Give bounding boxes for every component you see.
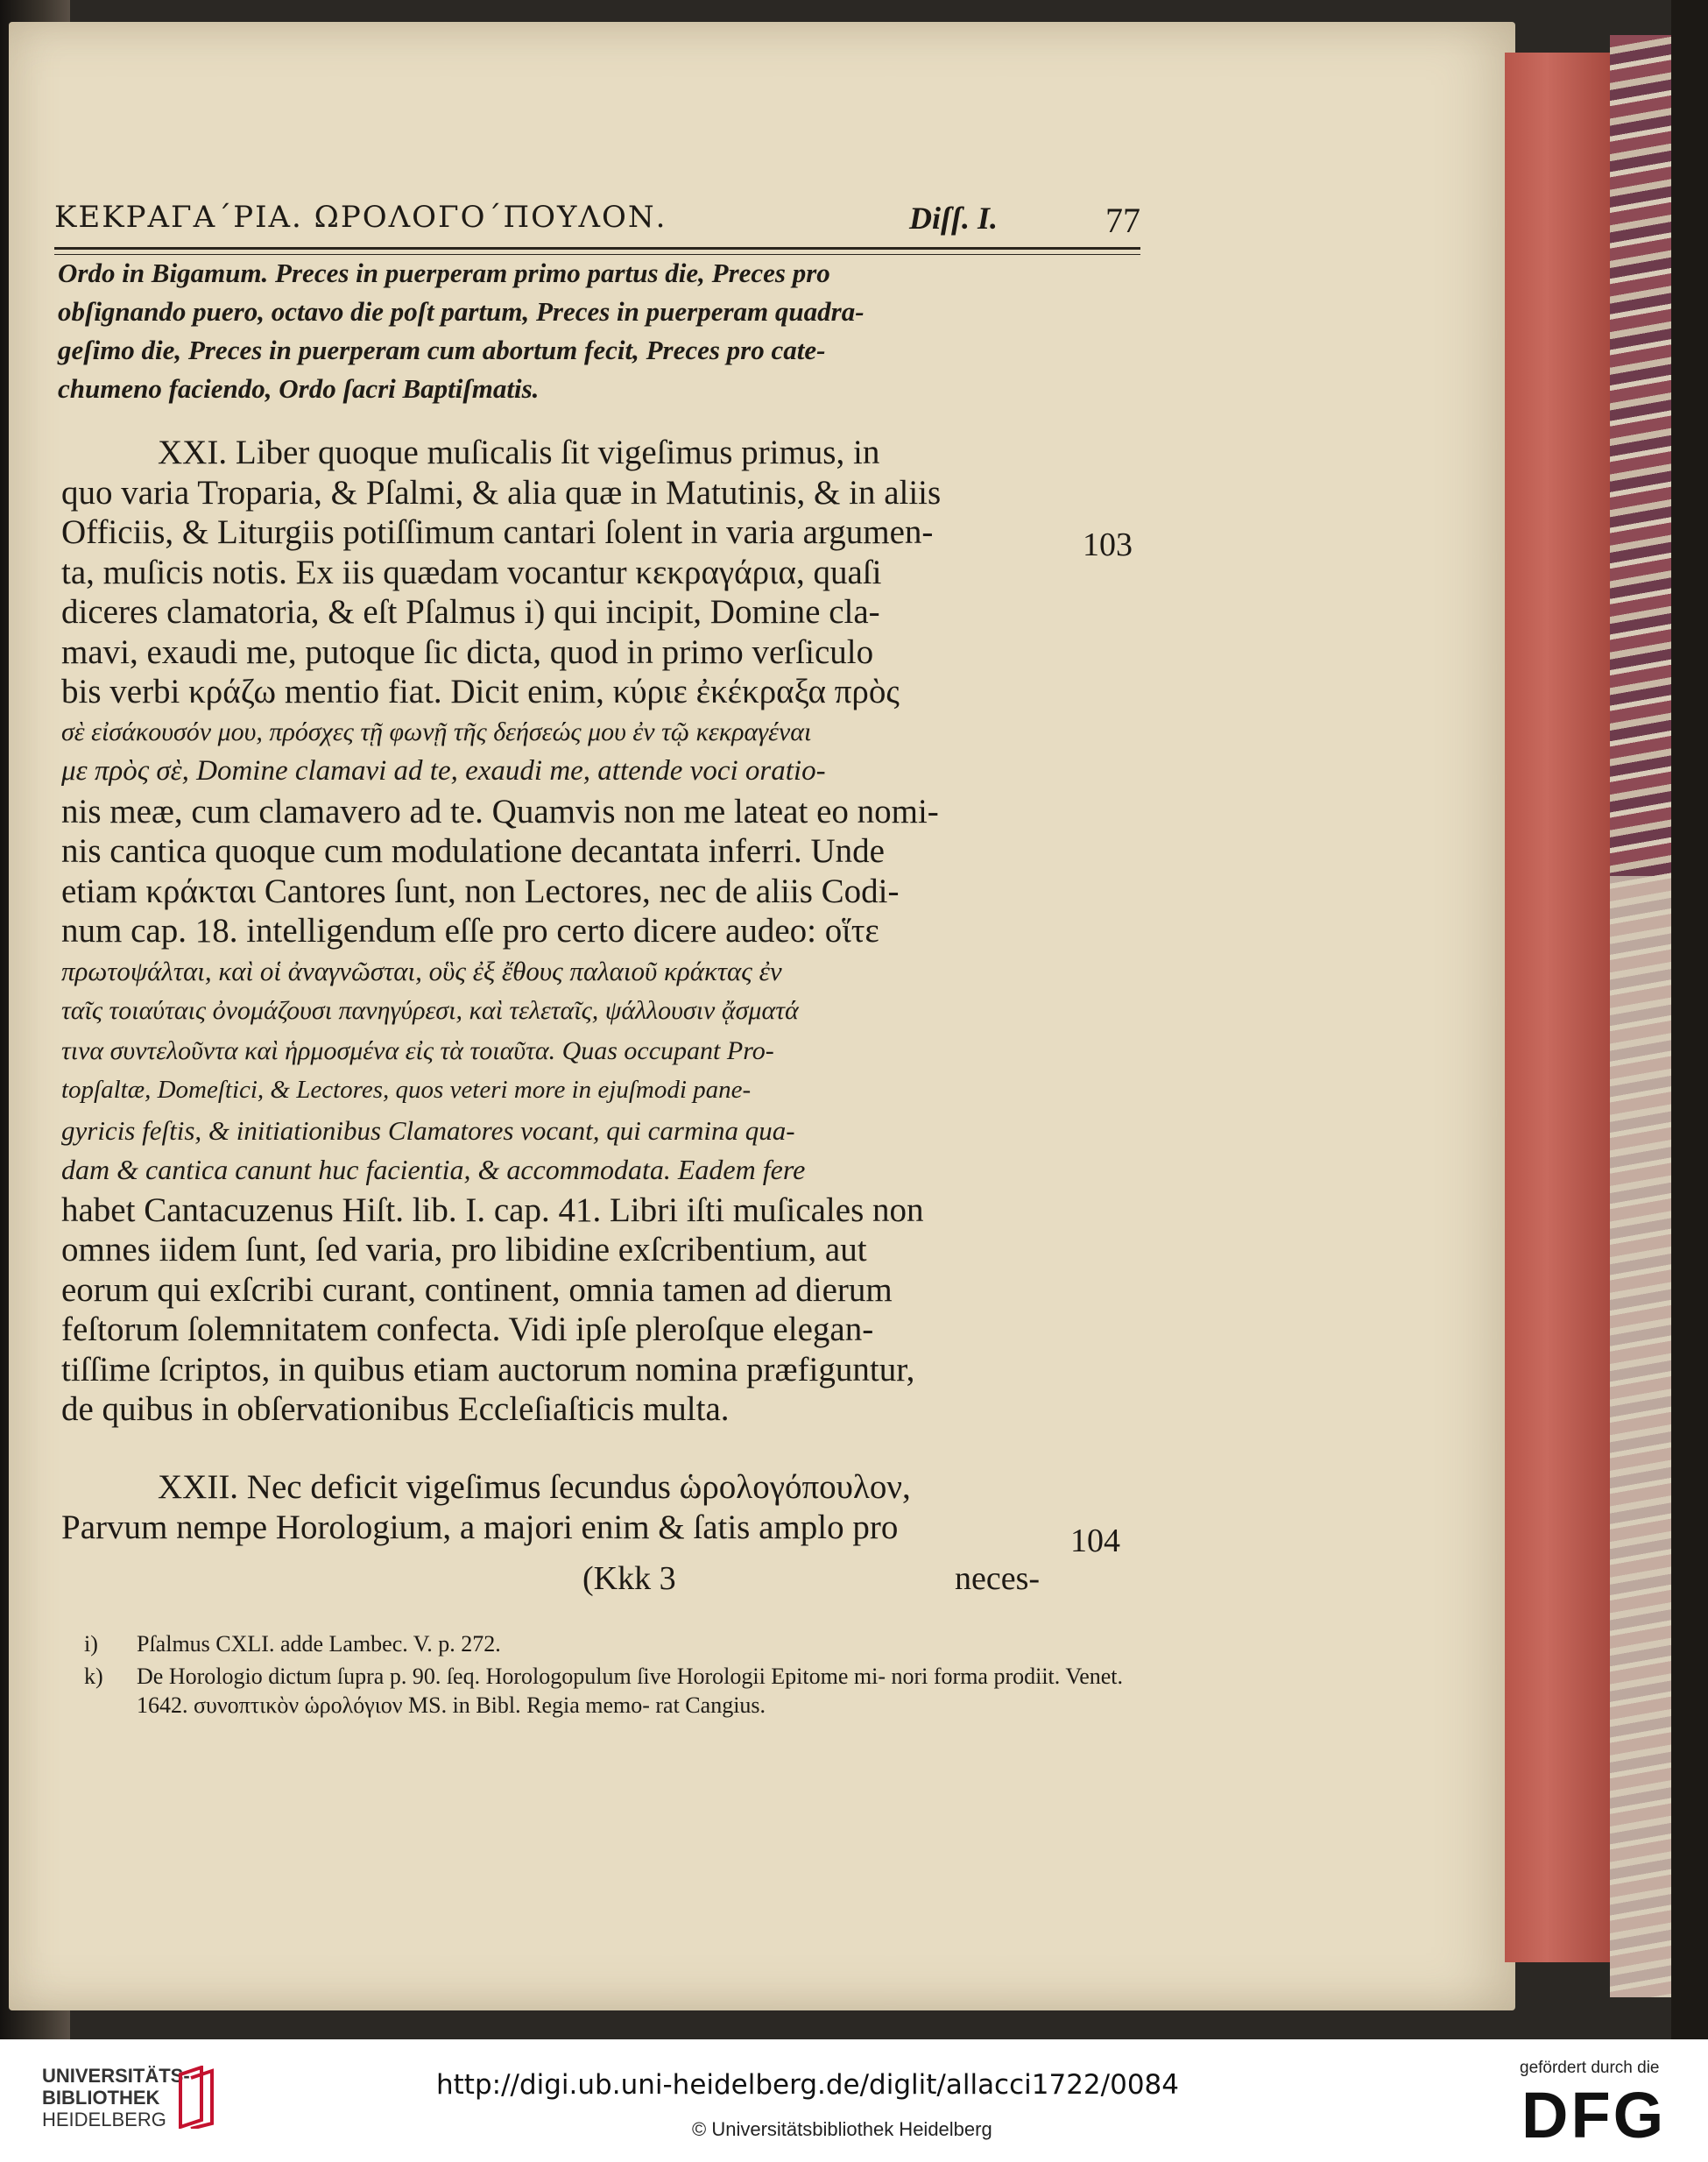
text-line: obſignando puero, octavo die poſt partum, Preces in puerperam quadra-: [58, 296, 865, 327]
copyright-notice: © Universitätsbibliothek Heidelberg: [692, 2118, 992, 2140]
text-line: mavi, exaudi me, putoque ſic dicta, quod in primo verſiculo: [61, 632, 874, 671]
signature-mark: (Kkk 3: [582, 1560, 676, 1597]
library-name-line2: BIBLIOTHEK: [42, 2087, 160, 2109]
text-line: chumeno faciendo, Ordo ſacri Baptiſmatis.: [58, 373, 540, 404]
library-name-line1: UNIVERSITÄTS-: [42, 2065, 190, 2087]
text-line: geſimo die, Preces in puerperam cum abortum fecit, Preces pro cate-: [58, 335, 826, 365]
text-line: num cap. 18. intelligendum eſſe pro certo dicere audeo: οἵτε: [61, 912, 879, 950]
footnote-text: Pſalmus CXLI. adde Lambec. V. p. 272.: [137, 1631, 501, 1657]
running-header: [54, 200, 1140, 244]
text-line: XXI. Liber quoque muſicalis ſit vigeſimus primus, in: [158, 434, 880, 471]
text-line: diceres clamatoria, & eſt Pſalmus i) qui incipit, Domine cla-: [61, 593, 880, 631]
header-rule: [54, 247, 1140, 250]
text-line: XXII. Nec deficit vigeſimus ſecundus ὡρολογόπουλον,: [158, 1468, 911, 1506]
text-line: etiam κράκται Cantores ſunt, non Lectores, nec de aliis Codi-: [61, 872, 900, 910]
dissertation-label: Diſſ. I.: [909, 201, 998, 236]
greek-line: τινα συντελοῦντα καὶ ἡρμοσμένα εἰς τὰ τοιαῦτα. Quas occupant Pro-: [61, 1035, 774, 1065]
funder-caption: gefördert durch die: [1520, 2059, 1660, 2077]
footnotes: [84, 1629, 1161, 1720]
text-line: Officiis, & Liturgiis potiſſimum cantari ſolent in varia argumen-: [61, 513, 934, 551]
library-emblem-icon: [175, 2066, 219, 2129]
footnote-label: k): [84, 1664, 103, 1689]
text-line: tiſſime ſcriptos, in quibus etiam auctorum nomina præfiguntur,: [61, 1350, 915, 1388]
catchword: neces-: [955, 1560, 1041, 1597]
text-line: nis cantica quoque cum modulatione decantata inferri. Unde: [61, 832, 885, 870]
footnote-label: i): [84, 1631, 98, 1657]
dfg-logo[interactable]: DFG: [1521, 2079, 1667, 2151]
paragraph-xxi: [61, 433, 1069, 1430]
text-line: feſtorum ſolemnitatem confecta. Vidi ipſe pleroſque elegan-: [61, 1311, 874, 1348]
text-line: omnes iidem ſunt, ſed varia, pro libidine exſcribentium, aut: [61, 1231, 867, 1268]
document-url-link[interactable]: http://digi.ub.uni-heidelberg.de/diglit/allacci1722/0084: [436, 2069, 1179, 2101]
intro-italic-paragraph: [58, 254, 1074, 408]
endpaper-faded-area: [1610, 876, 1671, 1997]
viewer-footer: [0, 2039, 1708, 2162]
footnote-k: [84, 1662, 1161, 1720]
margin-number-103: 103: [1083, 526, 1133, 563]
text-line: ta, muſicis notis. Ex iis quædam vocantur κεκραγάρια, quaſi: [61, 553, 882, 591]
page-number: 77: [1105, 201, 1140, 240]
text-line: Ordo in Bigamum. Preces in puerperam primo partus die, Preces pro: [58, 258, 830, 288]
text-line: quo varia Troparia, & Pſalmi, & alia quæ in Matutinis, & in aliis: [61, 473, 942, 512]
scan-background-right: [1671, 0, 1708, 2039]
margin-number-104: 104: [1070, 1523, 1120, 1559]
text-line: habet Cantacuzenus Hiſt. lib. I. cap. 41. Libri iſti muſicales non: [61, 1191, 924, 1229]
text-line: eorum qui exſcribi curant, continent, omnia tamen ad dierum: [61, 1270, 893, 1309]
text-line: gyricis feſtis, & initiationibus Clamatores vocant, qui carmina qua-: [61, 1114, 795, 1146]
paragraph-xxii: [61, 1467, 1069, 1547]
red-page-edge: [1505, 53, 1610, 1962]
footnote-i: [84, 1629, 1161, 1658]
library-name-line3: HEIDELBERG: [42, 2109, 166, 2130]
text-line: με πρὸς σὲ, Domine clamavi ad te, exaudi me, attende voci oratio-: [61, 755, 826, 787]
greek-line: σὲ εἰσάκουσόν μου, πρόσχες τῇ φωνῇ τῆς δεήσεώς μου ἐν τῷ κεκραγέναι: [61, 717, 812, 746]
text-line: bis verbi κράζω mentio fiat. Dicit enim, κύριε ἐκέκραξα πρὸς: [61, 673, 900, 710]
greek-line: ταῖς τοιαύταις ὀνομάζουσι πανηγύρεσι, καὶ τελεταῖς, ψάλλουσιν ᾄσματά: [61, 996, 799, 1025]
text-line: dam & cantica canunt huc facientia, & accommodata. Eadem fere: [61, 1154, 806, 1185]
running-title: ΚΕΚΡΑΓΑ΄ΡΙΑ. ΩΡΟΛΟΓΟ΄ΠΟΥΛΟΝ.: [54, 200, 667, 235]
text-line: topſaltæ, Domeſtici, & Lectores, quos veteri more in ejuſmodi pane-: [61, 1076, 752, 1104]
text-line: Parvum nempe Horologium, a majori enim & ſatis amplo pro: [61, 1508, 899, 1546]
text-line: nis meæ, cum clamavero ad te. Quamvis non me lateat eo nomi-: [61, 792, 939, 830]
text-line: de quibus in obſervationibus Eccleſiaſticis multa.: [61, 1390, 730, 1428]
greek-line: πρωτοψάλται, καὶ οἱ ἀναγνῶσται, οὓς ἐξ ἔθους παλαιοῦ κράκτας ἐν: [61, 955, 782, 986]
footnote-text: De Horologio dictum ſupra p. 90. ſeq. Horologopulum ſive Horologii Epitome mi- nori forma prodiit. Venet. 1642. συνοπτικὸν ὡρολόγιον MS. in Bibl. Regia memo- rat Cangius.: [137, 1664, 1124, 1718]
